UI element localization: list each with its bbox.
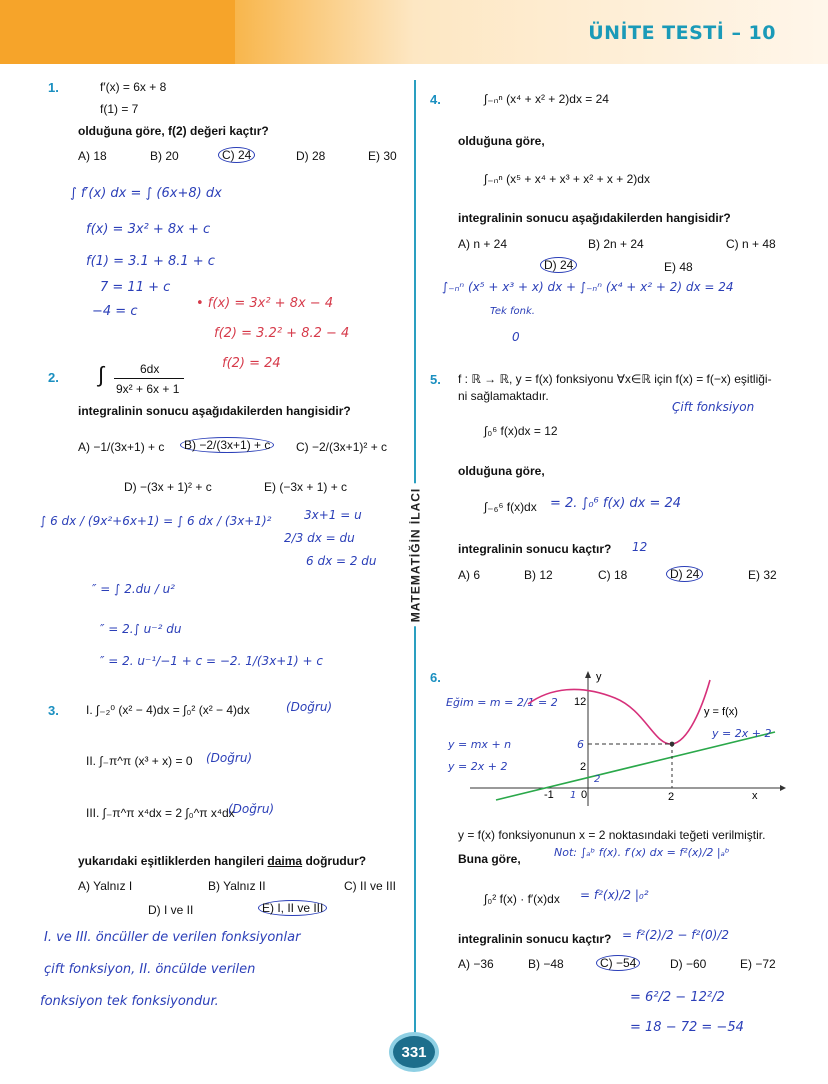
q5-line1: f : ℝ → ℝ, y = f(x) fonksiyonu ∀x∈ℝ için f(x) = f(−x) eşitliği-: [458, 372, 772, 386]
q6-hw-line2: y = 2x + 2: [448, 760, 508, 773]
q6-graph: [440, 668, 810, 808]
q4-expression: ∫₋ₙⁿ (x⁵ + x⁴ + x³ + x² + x + 2)dx: [484, 172, 650, 186]
page-header: [0, 0, 828, 64]
q3-option-c[interactable]: C) II ve III: [344, 879, 397, 893]
q3-option-e-circled: E) I, II ve III: [258, 900, 327, 916]
q2-option-c[interactable]: C) −2/(3x+1)² + c: [296, 440, 388, 454]
q4-option-e[interactable]: E) 48: [664, 260, 693, 274]
q6-y-arrow: [585, 671, 591, 678]
q4-number: 4.: [430, 92, 441, 107]
q1-option-d[interactable]: D) 28: [296, 149, 326, 163]
q5-option-c[interactable]: C) 18: [598, 568, 628, 582]
q6-hw-line1: y = mx + n: [448, 738, 512, 751]
q1-hw-2: f(x) = 3x² + 8x + c: [86, 222, 211, 237]
q5-option-e[interactable]: E) 32: [748, 568, 777, 582]
q2-hw-3: 2/3 dx = du: [284, 531, 355, 545]
q6-tick-neg1: -1: [544, 789, 554, 801]
brand-vertical: [400, 487, 430, 623]
q2-option-b-circled: B) −2/(3x+1) + c: [180, 437, 274, 453]
q6-option-e[interactable]: E) −72: [740, 957, 776, 971]
q5-option-a[interactable]: A) 6: [458, 568, 481, 582]
q3-hw-iii: (Doğru): [228, 802, 275, 816]
q3-question-post: doğrudur?: [302, 854, 367, 868]
q2-hw-4: 6 dx = 2 du: [306, 554, 377, 568]
q5-expression: ∫₋₆⁶ f(x)dx: [484, 500, 537, 514]
q4-option-c[interactable]: C) n + 48: [726, 237, 776, 251]
header-title: ÜNİTE TESTİ – 10: [588, 22, 776, 44]
q2-fraction-bar: [114, 378, 184, 379]
q4-hw-zero: 0: [512, 330, 520, 344]
q5-given: ∫₀⁶ f(x)dx = 12: [484, 424, 558, 438]
q3-hw-i: (Doğru): [286, 700, 333, 714]
q6-tick-2: 2: [580, 761, 587, 773]
q6-question: integralinin sonucu kaçtır?: [458, 932, 612, 946]
q1-question: olduğuna göre, f(2) değeri kaçtır?: [78, 124, 269, 138]
q6-x-arrow: [780, 785, 786, 791]
q6-option-b[interactable]: B) −48: [528, 957, 564, 971]
q3-hw-1: I. ve III. öncüller de verilen fonksiyonlar: [44, 930, 301, 945]
q6-hw-q: = f²(2)/2 − f²(0)/2: [622, 928, 729, 942]
q5-option-d-circled: D) 24: [666, 566, 703, 582]
q2-option-d[interactable]: D) −(3x + 1)² + c: [124, 480, 212, 494]
q4-given-label: olduğuna göre,: [458, 134, 545, 148]
q6-hw-end1: = 6²/2 − 12²/2: [630, 990, 725, 1005]
q4-hw: ∫₋ₙⁿ (x⁵ + x³ + x) dx + ∫₋ₙⁿ (x⁴ + x² + 2) dx = 24: [442, 280, 734, 294]
q1-hw-1: ∫ f′(x) dx = ∫ (6x+8) dx: [70, 186, 222, 201]
q3-option-a[interactable]: A) Yalnız I: [78, 879, 133, 893]
q2-integral-denominator: 9x² + 6x + 1: [116, 382, 180, 396]
q6-option-a[interactable]: A) −36: [458, 957, 494, 971]
q3-statement-iii: III. ∫₋π^π x⁴dx = 2 ∫₀^π x⁴dx: [86, 806, 235, 820]
q6-option-c-circled: C) −54: [596, 955, 640, 971]
q5-option-b[interactable]: B) 12: [524, 568, 553, 582]
q3-option-d[interactable]: D) I ve II: [148, 903, 194, 917]
q2-option-b[interactable]: [180, 437, 274, 453]
q5-option-d[interactable]: [666, 566, 703, 582]
q2-integral-sign: ∫: [98, 362, 105, 387]
q3-statement-ii: II. ∫₋π^π (x³ + x) = 0: [86, 754, 193, 768]
q6-label-line: y = 2x + 2: [712, 727, 772, 740]
q2-option-a[interactable]: A) −1/(3x+1) + c: [78, 440, 165, 454]
q5-given-label: olduğuna göre,: [458, 464, 545, 478]
q6-hw-slope: Eğim = m = 2/1 = 2: [446, 696, 558, 709]
q3-option-b[interactable]: B) Yalnız II: [208, 879, 266, 893]
q5-question: integralinin sonucu kaçtır?: [458, 542, 612, 556]
q2-option-e[interactable]: E) (−3x + 1) + c: [264, 480, 348, 494]
q5-hw-expr: = 2. ∫₀⁶ f(x) dx = 24: [550, 496, 682, 511]
q6-x-label: x: [752, 790, 758, 802]
q1-option-e[interactable]: E) 30: [368, 149, 397, 163]
q6-tick-1: 1: [570, 790, 577, 801]
q6-number: 6.: [430, 670, 441, 685]
q2-hw-7: ″ = 2. u⁻¹/−1 + c = −2. 1/(3x+1) + c: [100, 654, 323, 668]
q3-statement-i: I. ∫₋₂⁰ (x² − 4)dx = ∫₀² (x² − 4)dx: [86, 703, 250, 717]
q3-hw-3: fonksiyon tek fonksiyondur.: [40, 994, 219, 1009]
q6-line1: y = f(x) fonksiyonunun x = 2 noktasındaki teğeti verilmiştir.: [458, 828, 766, 842]
q6-y-label: y: [596, 671, 602, 683]
q1-hw-4: 7 = 11 + c: [100, 280, 171, 295]
q1-option-c[interactable]: [218, 147, 255, 163]
q1-line1: f′(x) = 6x + 8: [100, 80, 167, 94]
q1-option-c-circled: C) 24: [218, 147, 255, 163]
brand-text: MATEMATİĞİN İLACI: [408, 484, 422, 627]
q2-hw-5: ″ = ∫ 2.du / u²: [92, 582, 175, 596]
q3-question-pre: yukarıdaki eşitliklerden hangileri: [78, 854, 268, 868]
q6-tick-12: 12: [574, 696, 587, 708]
q6-option-d[interactable]: D) −60: [670, 957, 707, 971]
q4-question: integralinin sonucu aşağıdakilerden hangisidir?: [458, 211, 731, 225]
q2-integral-numerator: 6dx: [140, 362, 160, 376]
q6-tick-yint: 2: [594, 774, 601, 785]
q6-expression: ∫₀² f(x) · f′(x)dx: [484, 892, 560, 906]
q2-number: 2.: [48, 370, 59, 385]
q6-tick-0: 0: [581, 789, 588, 801]
q6-label-fx: y = f(x): [704, 706, 738, 718]
q4-option-a[interactable]: A) n + 24: [458, 237, 508, 251]
q4-option-d[interactable]: [540, 257, 577, 273]
q3-hw-2: çift fonksiyon, II. öncülde verilen: [44, 962, 256, 977]
q3-number: 3.: [48, 703, 59, 718]
q1-hw-red-1: • f(x) = 3x² + 8x − 4: [196, 296, 334, 311]
q3-hw-ii: (Doğru): [206, 751, 253, 765]
q6-tangent-point: [670, 742, 675, 747]
q2-hw-6: ″ = 2.∫ u⁻² du: [100, 622, 182, 636]
header-orange-block: [0, 0, 235, 64]
q4-given: ∫₋ₙⁿ (x⁴ + x² + 2)dx = 24: [484, 92, 609, 106]
q6-hw-end2: = 18 − 72 = −54: [630, 1020, 744, 1035]
q6-tick-6: 6: [577, 738, 584, 751]
q2-question: integralinin sonucu aşağıdakilerden hangisidir?: [78, 404, 351, 418]
q5-hw-cift: Çift fonksiyon: [672, 400, 755, 414]
q6-line2: Buna göre,: [458, 852, 521, 866]
q5-line2: ni sağlamaktadır.: [458, 389, 549, 403]
q1-hw-red-2: f(2) = 3.2² + 8.2 − 4: [214, 326, 350, 341]
q4-option-d-circled: D) 24: [540, 257, 577, 273]
q3-option-e[interactable]: [258, 900, 327, 916]
q6-tick-x2: 2: [668, 791, 675, 803]
page-number: 331: [389, 1032, 439, 1072]
q1-hw-5: −4 = c: [92, 304, 138, 319]
q6-option-c[interactable]: [596, 955, 640, 971]
q3-question: [78, 854, 366, 868]
q1-number: 1.: [48, 80, 59, 95]
q1-hw-3: f(1) = 3.1 + 8.1 + c: [86, 254, 215, 269]
q5-number: 5.: [430, 372, 441, 387]
q2-hw-1: ∫ 6 dx / (9x²+6x+1) = ∫ 6 dx / (3x+1)²: [40, 514, 272, 528]
q6-curve-fx: [528, 680, 710, 744]
q2-hw-2: 3x+1 = u: [304, 508, 362, 522]
q6-tangent-line: [496, 732, 775, 800]
q3-question-daima: daima: [267, 854, 303, 868]
q6-hw-not: Not: ∫ₐᵇ f(x). f′(x) dx = f²(x)/2 |ₐᵇ: [554, 846, 730, 859]
q5-hw-12: 12: [632, 540, 648, 554]
q4-option-b[interactable]: B) 2n + 24: [588, 237, 644, 251]
q4-hw-tek: Tek fonk.: [490, 306, 535, 317]
q6-hw-expr: = f²(x)/2 |₀²: [580, 888, 649, 902]
q1-line2: f(1) = 7: [100, 102, 139, 116]
q1-hw-red-3: f(2) = 24: [222, 356, 281, 371]
q1-option-b[interactable]: B) 20: [150, 149, 179, 163]
q1-option-a[interactable]: A) 18: [78, 149, 107, 163]
